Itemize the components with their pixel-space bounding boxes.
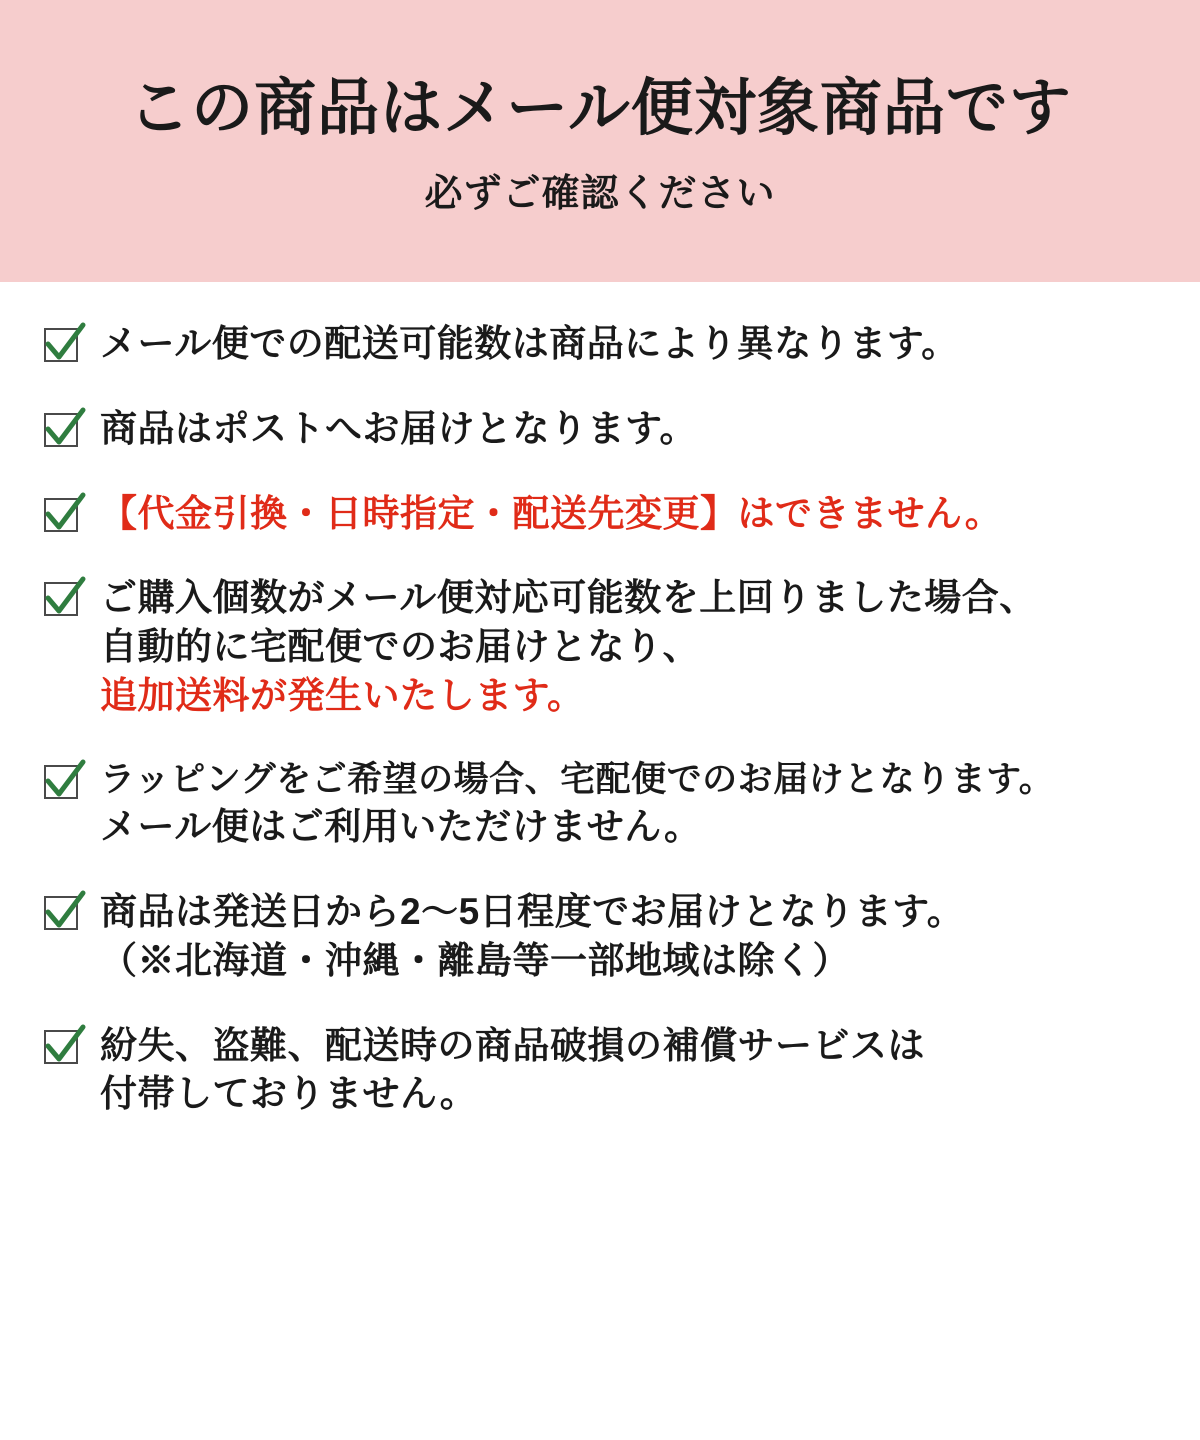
page-subtitle: 必ずご確認ください <box>424 172 776 215</box>
list-item-text <box>100 320 1160 369</box>
list-item-line: （※北海道・沖縄・離島等一部地域は除く） <box>100 939 850 981</box>
list-item-line: 商品は発送日から2〜5日程度でお届けとなります。 <box>100 890 965 932</box>
notice-list <box>0 282 1200 1119</box>
page-title: この商品はメール便対象商品です <box>128 74 1072 144</box>
checkbox-checked-icon <box>44 498 82 536</box>
list-item <box>0 490 1200 539</box>
checkbox-checked-icon <box>44 582 82 620</box>
list-item-line: ラッピングをご希望の場合、宅配便でのお届けとなります。 <box>100 759 1055 799</box>
list-item-line: 【代金引換・日時指定・配送先変更】はできません。 <box>100 492 1003 534</box>
list-item-line: ご購入個数がメール便対応可能数を上回りました場合、 <box>100 577 1037 619</box>
list-item-text <box>100 757 1160 852</box>
list-item <box>0 888 1200 986</box>
list-item-line: 紛失、盗難、配送時の商品破損の補償サービスは <box>100 1024 925 1066</box>
list-item <box>0 405 1200 454</box>
list-item-text <box>100 888 1160 986</box>
checkbox-checked-icon <box>44 896 82 934</box>
list-item-line: メール便はご利用いただけません。 <box>100 806 702 848</box>
list-item-text <box>100 574 1160 720</box>
list-item <box>0 1022 1200 1120</box>
checkbox-checked-icon <box>44 328 82 366</box>
checkbox-checked-icon <box>44 413 82 451</box>
checkbox-checked-icon <box>44 765 82 803</box>
list-item-text <box>100 490 1160 539</box>
list-item <box>0 320 1200 369</box>
list-item-text <box>100 1022 1160 1120</box>
list-item <box>0 757 1200 852</box>
list-item-line: 自動的に宅配便でのお届けとなり、 <box>100 626 700 668</box>
checkbox-checked-icon <box>44 1030 82 1068</box>
list-item-text <box>100 405 1160 454</box>
list-item-line: メール便での配送可能数は商品により異なります。 <box>100 323 959 364</box>
list-item-line: 付帯しておりません。 <box>100 1073 478 1115</box>
list-item <box>0 574 1200 720</box>
list-item-line: 商品はポストへお届けとなります。 <box>100 407 698 449</box>
notice-banner <box>0 0 1200 282</box>
list-item-line: 追加送料が発生いたします。 <box>100 675 585 717</box>
